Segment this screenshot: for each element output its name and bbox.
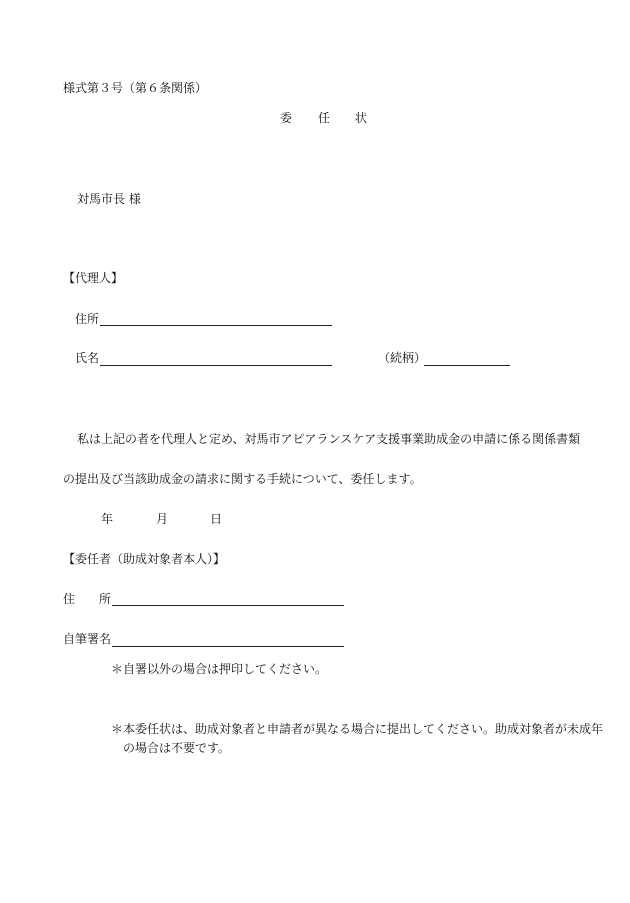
body-text-line-1: 私は上記の者を代理人と定め、対馬市アピアランスケア支援事業助成金の申請に係る関係書類 bbox=[77, 432, 581, 446]
signature-line[interactable] bbox=[112, 646, 344, 647]
date-year-label: 年 bbox=[101, 512, 114, 526]
agent-name-line[interactable] bbox=[100, 365, 332, 366]
title-char-2: 任 bbox=[318, 111, 331, 125]
note-seal: ＊自署以外の場合は押印してください。 bbox=[111, 662, 328, 676]
signature-label: 自筆署名 bbox=[63, 632, 112, 646]
agent-address-label: 住所 bbox=[75, 312, 100, 326]
principal-heading: 【委任者（助成対象者本人）】 bbox=[63, 552, 226, 566]
agent-heading: 【代理人】 bbox=[63, 271, 124, 285]
agent-relation-label: （続柄） bbox=[378, 351, 427, 365]
form-number: 様式第３号（第６条関係） bbox=[63, 81, 208, 95]
date-month-label: 月 bbox=[156, 512, 169, 526]
principal-address-label-1: 住 bbox=[63, 592, 76, 606]
addressee: 対馬市長 様 bbox=[77, 192, 141, 206]
principal-address-label-2: 所 bbox=[99, 592, 112, 606]
note-submission-line-1: ＊本委任状は、助成対象者と申請者が異なる場合に提出してください。助成対象者が未成年 bbox=[111, 722, 604, 736]
title-char-1: 委 bbox=[280, 111, 293, 125]
principal-address-line[interactable] bbox=[112, 605, 344, 606]
agent-name-label: 氏名 bbox=[75, 351, 100, 365]
date-day-label: 日 bbox=[210, 512, 223, 526]
agent-address-line[interactable] bbox=[100, 325, 332, 326]
title-char-3: 状 bbox=[355, 111, 368, 125]
agent-relation-line[interactable] bbox=[424, 365, 510, 366]
body-text-line-2: の提出及び当該助成金の請求に関する手続について、委任します。 bbox=[63, 472, 422, 486]
note-submission-line-2: の場合は不要です。 bbox=[123, 741, 231, 755]
